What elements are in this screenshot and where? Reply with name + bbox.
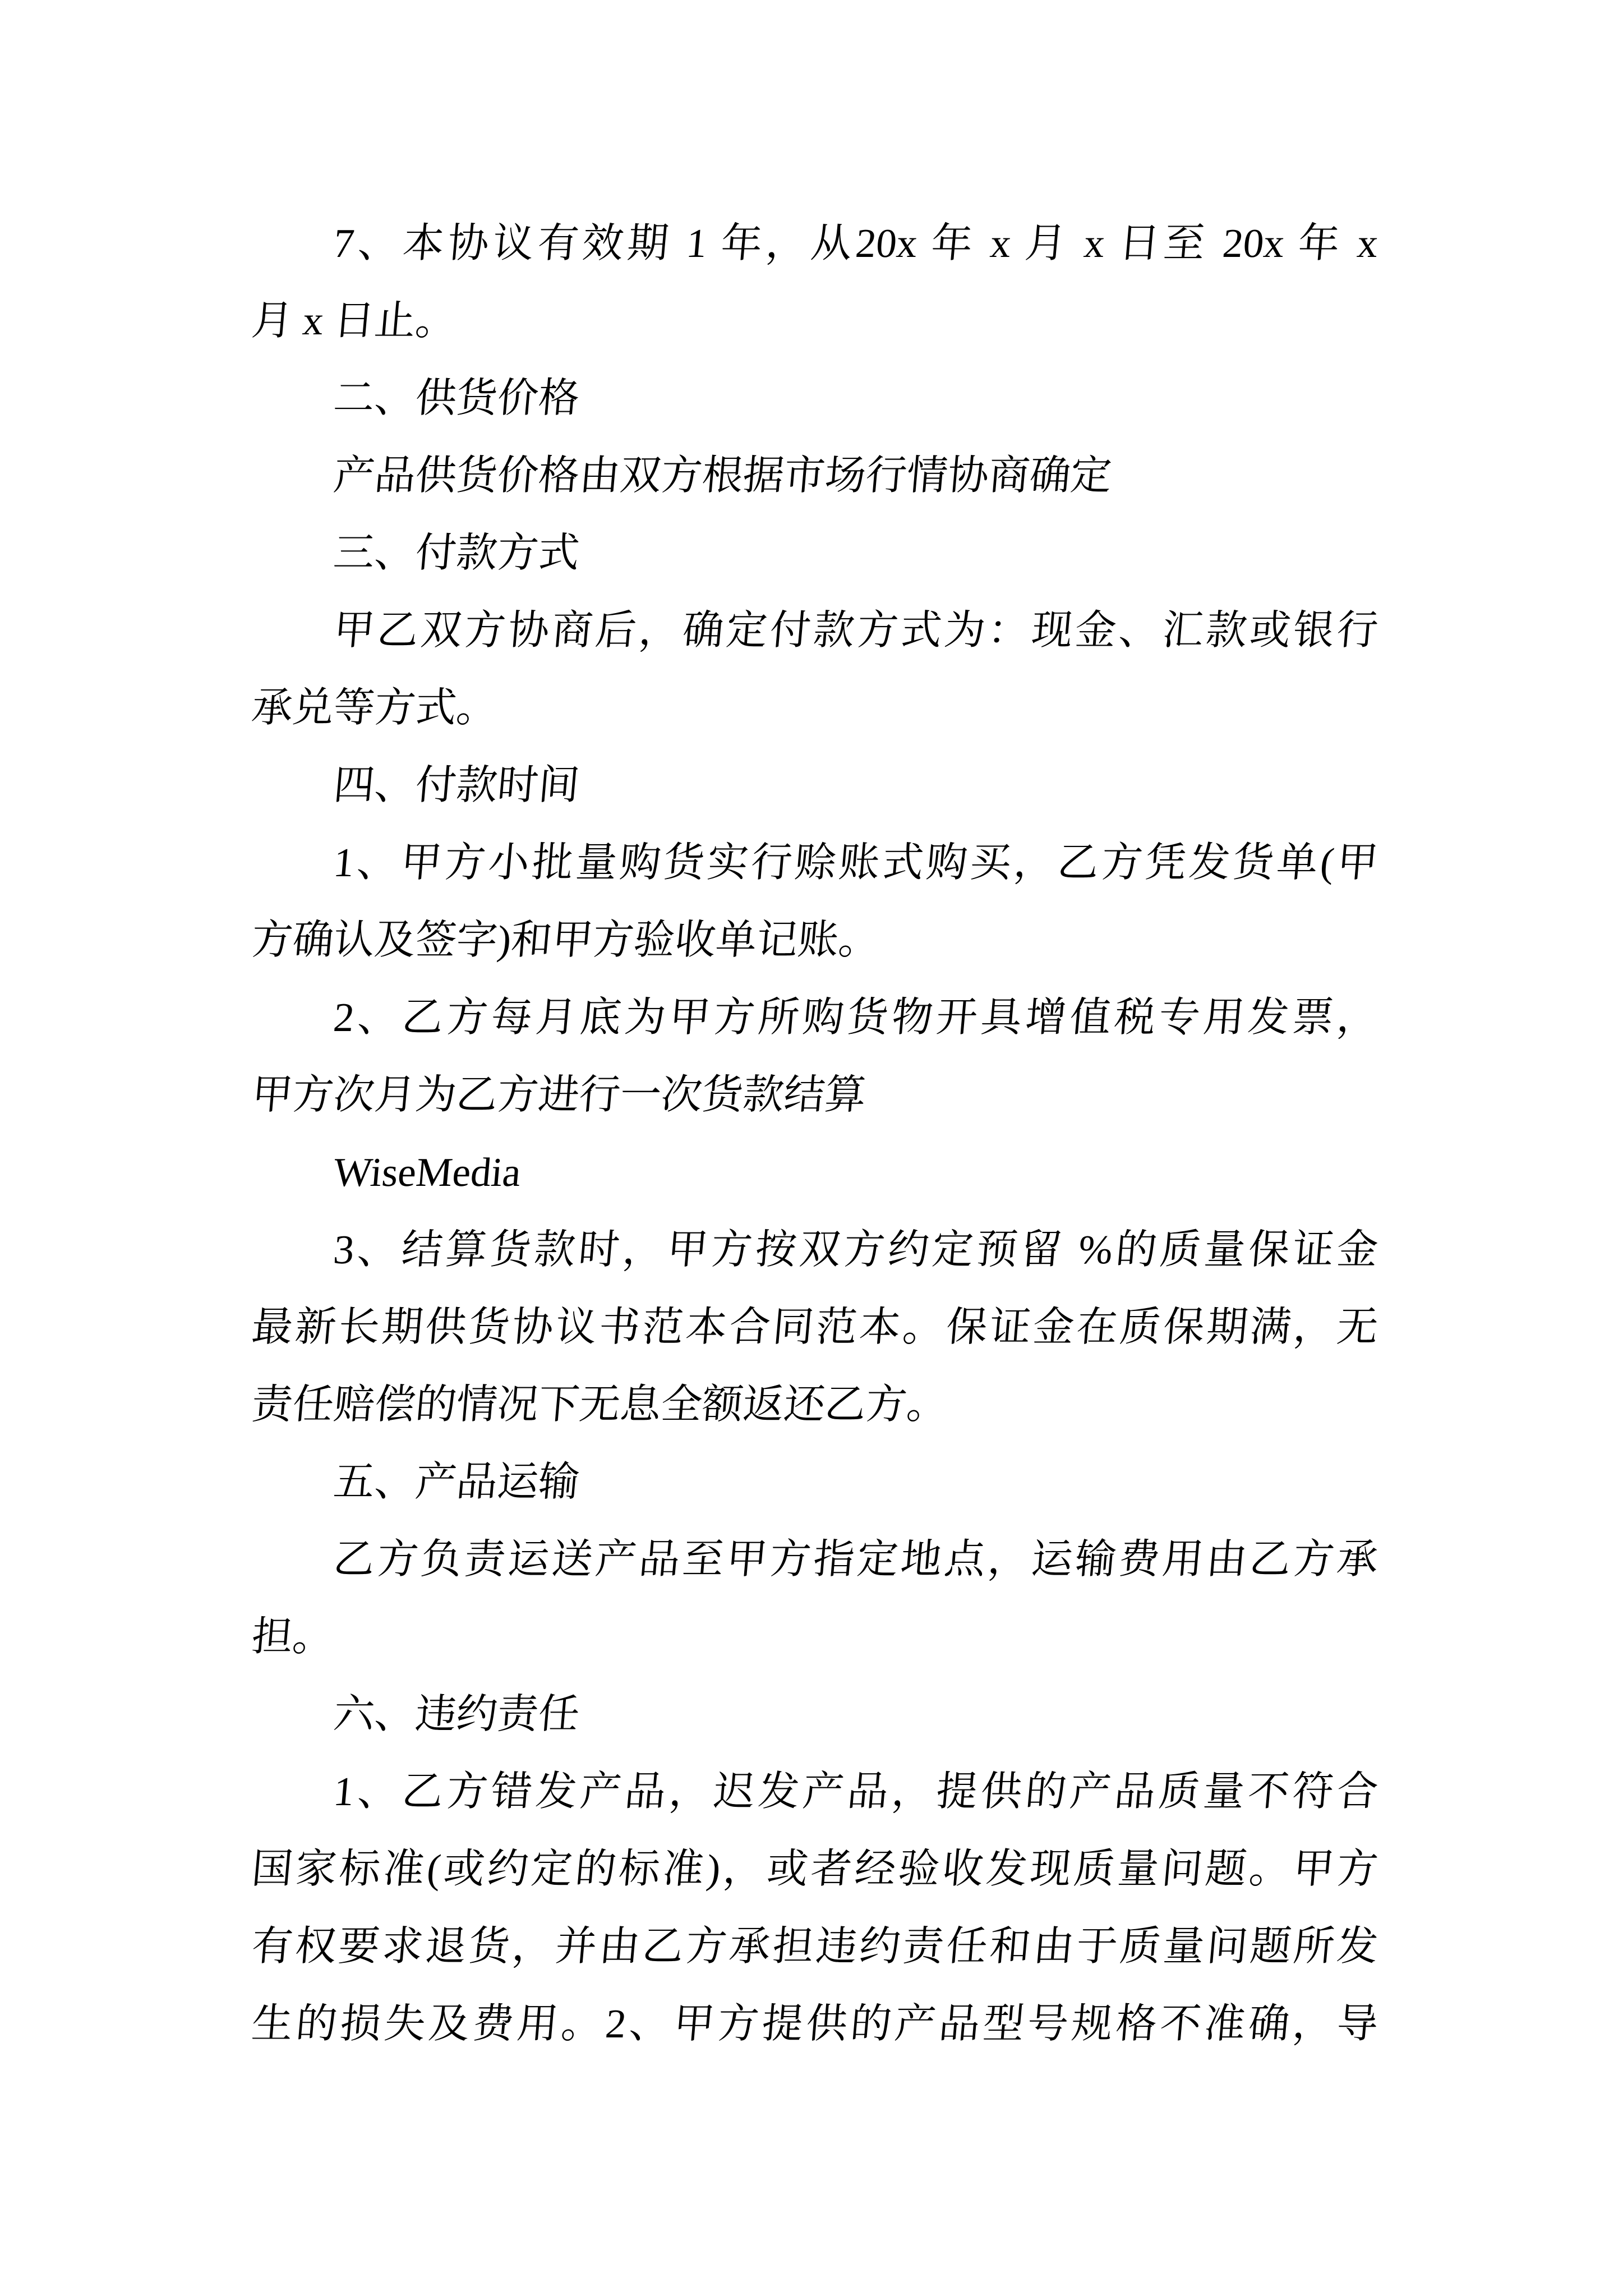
text-line: 最新长期供货协议书范本合同范本。保证金在质保期满，无 xyxy=(250,1304,1380,1350)
text-line: 国家标准(或约定的标准)，或者经验收发现质量问题。甲方 xyxy=(250,1846,1380,1892)
text-line: 1、甲方小批量购货实行赊账式购买，乙方凭发货单(甲 xyxy=(331,840,1380,885)
text-line: 有权要求退货，并由乙方承担违约责任和由于质量问题所发 xyxy=(250,1924,1380,1969)
text-line: 3、结算货款时，甲方按双方约定预留 %的质量保证金 xyxy=(331,1227,1380,1272)
text-line: 7、本协议有效期 1 年，从20x 年 x 月 x 日至 20x 年 x xyxy=(331,220,1380,266)
text-line: 1、乙方错发产品，迟发产品，提供的产品质量不符合 xyxy=(331,1769,1380,1814)
text-line: 二、供货价格 xyxy=(331,375,582,421)
document-text xyxy=(248,205,1380,2063)
text-line: 月 x 日止。 xyxy=(250,298,459,343)
text-line: 四、付款时间 xyxy=(331,762,582,808)
text-line: 六、违约责任 xyxy=(331,1691,582,1737)
text-line: 担。 xyxy=(250,1614,336,1659)
text-line: 乙方负责运送产品至甲方指定地点，运输费用由乙方承 xyxy=(331,1536,1380,1582)
text-line: 三、付款方式 xyxy=(331,530,582,576)
text-line: 承兑等方式。 xyxy=(250,685,500,730)
text-line: 五、产品运输 xyxy=(331,1459,582,1504)
text-line: 方确认及签字)和甲方验收单记账。 xyxy=(250,917,882,963)
text-line: 责任赔偿的情况下无息全额返还乙方。 xyxy=(250,1382,950,1427)
text-line: 甲方次月为乙方进行一次货款结算 xyxy=(250,1072,868,1117)
text-line: 产品供货价格由双方根据市场行情协商确定 xyxy=(331,453,1114,498)
text-line: 生的损失及费用。2、甲方提供的产品型号规格不准确，导 xyxy=(250,2001,1380,2046)
text-line: 甲乙双方协商后，确定付款方式为：现金、汇款或银行 xyxy=(331,608,1380,653)
text-line: 2、乙方每月底为甲方所购货物开具增值税专用发票， xyxy=(331,995,1380,1040)
text-line: WiseMedia xyxy=(331,1149,523,1195)
